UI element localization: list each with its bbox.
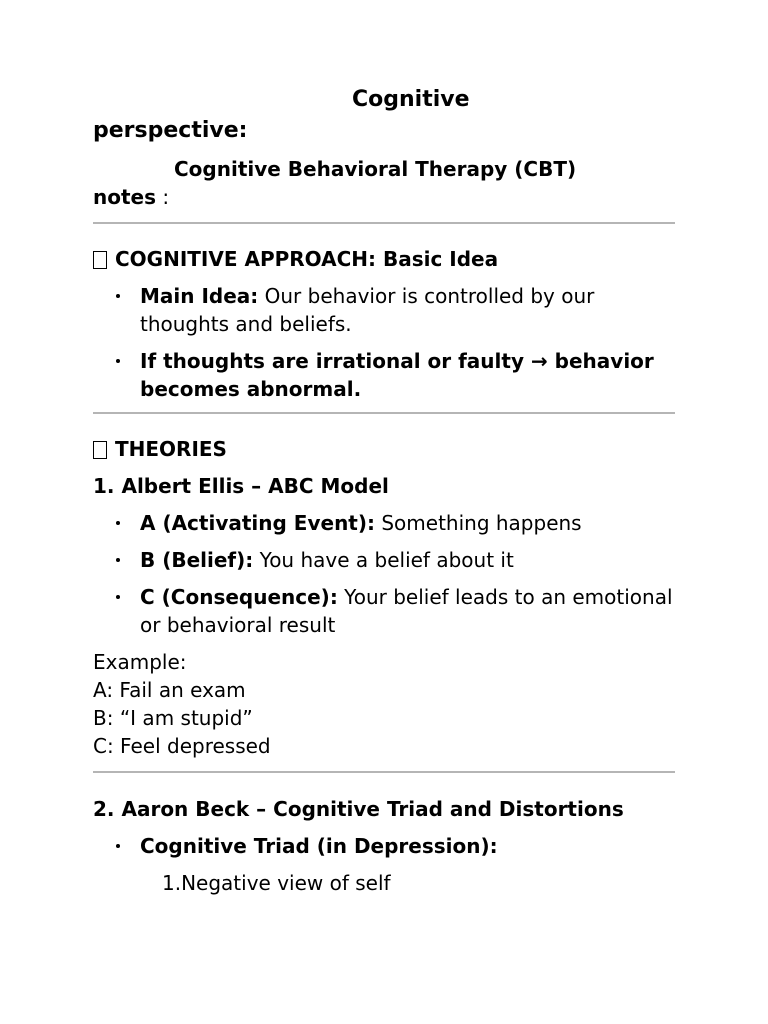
theory-heading-beck: 2. Aaron Beck – Cognitive Triad and Distortions — [93, 797, 624, 821]
example-line: A: Fail an exam — [93, 678, 246, 702]
page-title-line2: perspective: — [93, 118, 248, 143]
item-text: Our behavior is controlled by our thoughts and beliefs. — [140, 284, 595, 336]
bullet-list — [93, 282, 675, 403]
item-text: Something happens — [375, 511, 582, 535]
bullet-icon — [116, 521, 120, 525]
section-heading-theories — [93, 435, 675, 463]
section-heading-cognitive-approach — [93, 245, 675, 273]
example-line: B: “I am stupid” — [93, 706, 253, 730]
example-line: C: Feel depressed — [93, 734, 271, 758]
list-item — [93, 832, 675, 860]
item-label: B (Belief): — [140, 548, 254, 572]
item-label: C (Consequence): — [140, 585, 338, 609]
item-label: Cognitive Triad (in Depression): — [140, 834, 498, 858]
document-page — [93, 84, 675, 897]
box-icon — [93, 441, 107, 459]
list-item — [93, 546, 675, 574]
list-item — [93, 282, 675, 338]
bullet-list — [93, 832, 675, 860]
subtitle-bold-1: Cognitive Behavioral Therapy (CBT) — [174, 157, 577, 181]
divider — [93, 771, 675, 773]
item-text: Your belief leads to an emotional or behavioral result — [140, 585, 673, 637]
subtitle-bold-2: notes — [93, 185, 157, 209]
box-icon — [93, 251, 107, 269]
bullet-icon — [116, 844, 120, 848]
item-label: A (Activating Event): — [140, 511, 375, 535]
subtitle — [93, 155, 675, 211]
item-text: You have a belief about it — [253, 548, 514, 572]
list-item — [93, 347, 675, 403]
section-heading-text: COGNITIVE APPROACH: Basic Idea — [115, 247, 499, 271]
bullet-icon — [116, 595, 120, 599]
item-label: If thoughts are irrational or faulty → behavior becomes abnormal. — [140, 349, 654, 401]
subtitle-suffix: : — [156, 185, 170, 209]
example-block — [93, 648, 675, 760]
theory-heading-ellis: 1. Albert Ellis – ABC Model — [93, 474, 389, 498]
bullet-icon — [116, 294, 120, 298]
bullet-icon — [116, 558, 120, 562]
numbered-item: 1.Negative view of self — [162, 871, 391, 895]
list-item — [93, 583, 675, 639]
item-label: Main Idea: — [140, 284, 259, 308]
example-intro: Example: — [93, 650, 187, 674]
page-title-line1: Cognitive — [352, 87, 470, 112]
section-heading-text: THEORIES — [115, 437, 227, 461]
list-item — [93, 509, 675, 537]
divider — [93, 412, 675, 414]
bullet-icon — [116, 359, 120, 363]
divider — [93, 222, 675, 224]
bullet-list — [93, 509, 675, 639]
